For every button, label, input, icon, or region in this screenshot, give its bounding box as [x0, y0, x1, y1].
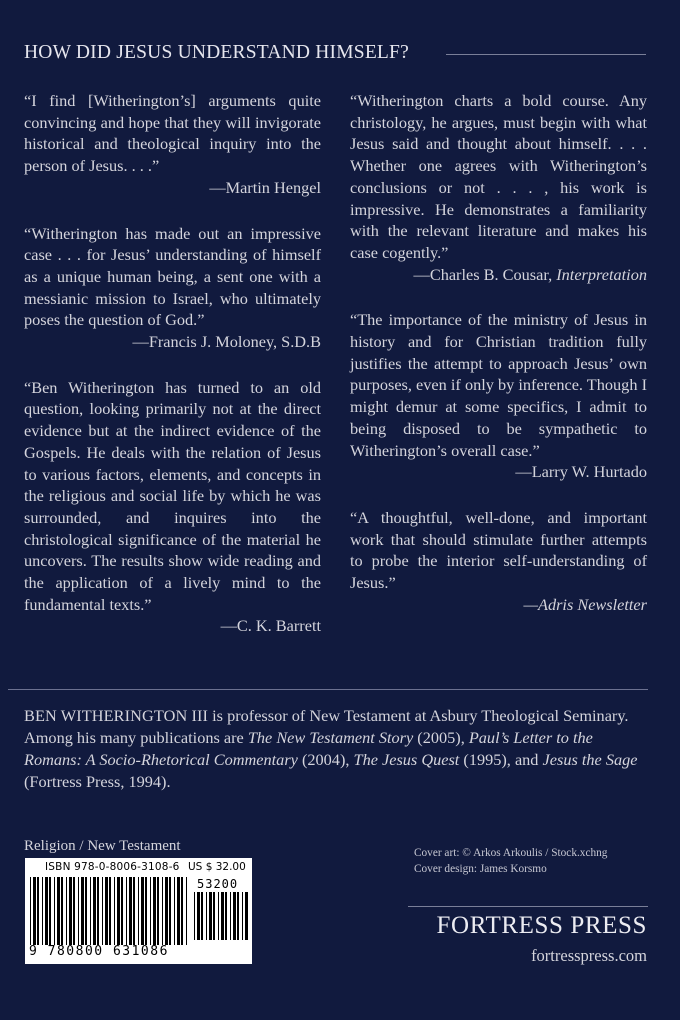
author-name: BEN WITHERINGTON III	[24, 706, 209, 725]
barcode-bars-icon	[28, 877, 190, 945]
attribution-name: —C. K. Barrett	[220, 616, 321, 636]
quote-attribution	[350, 461, 647, 483]
quote-attribution	[24, 177, 321, 199]
publisher-website: fortresspress.com	[531, 946, 647, 965]
right-column	[350, 90, 647, 639]
quote-attribution	[350, 264, 647, 286]
isbn-text: ISBN 978-0-8006-3108-6	[45, 861, 180, 873]
bio-text: is professor of New Testament at Asbury Theological Seminary. Among his many publications are	[24, 706, 629, 747]
publisher-name: FORTRESS PRESS	[436, 912, 647, 939]
attribution-source: Interpretation	[556, 264, 647, 284]
attribution-name: —Larry W. Hurtado	[515, 462, 647, 482]
price-text: US $ 32.00	[188, 861, 246, 873]
quote-attribution	[350, 594, 647, 616]
left-column	[24, 90, 321, 661]
attribution-name: —Francis J. Moloney, S.D.B	[132, 332, 321, 352]
quote-text: “Witherington has made out an impressive case . . . for Jesus’ understanding of himself as a unique human being, a sent one with a messianic mission to Israel, who ultimately poses the question of God.”	[24, 223, 321, 330]
barcode-digits: 9 780800 631086	[29, 944, 169, 959]
quote-text: “Ben Witherington has turned to an old question, looking primarily not at the direct evidence but at the indirect evidence of the Gospels. He deals with the relation of Jesus to various factors, elements, and concepts in the religious and social life by which he was surrounded, and inquires into the christological significance of the material he uncovers. The results show wide reading and the application of a lively mind to the fundamental texts.”	[24, 377, 321, 614]
attribution-name: —Charles B. Cousar,	[413, 264, 557, 284]
addon-number: 53200	[197, 877, 239, 891]
quote-text: “A thoughtful, well-done, and important work that should stimulate further attempts to probe the interior self-understanding of Jesus.”	[350, 507, 647, 593]
book-title: The New Testament Story	[247, 727, 414, 747]
heading-rule	[446, 54, 646, 55]
quote-text: “Witherington charts a bold course. Any christology, he argues, must begin with what Jesus said and thought about himself. . . . Whether one agrees with Witherington’s conclusions or not . . . , his work is impressive. He demonstrates a familiarity with the relevant literature and makes his case cogently.”	[350, 91, 647, 262]
cover-credits	[414, 845, 607, 877]
page-heading: HOW DID JESUS UNDERSTAND HIMSELF?	[24, 42, 409, 63]
book-title: Paul’s Letter to the Romans: A Socio-Rhetorical Commentary	[24, 727, 593, 769]
cover-design-credit: Cover design: James Korsmo	[414, 863, 547, 875]
bio-text: (1995), and	[459, 749, 543, 769]
author-bio	[24, 705, 648, 793]
quote-attribution	[24, 615, 321, 637]
book-title: The Jesus Quest	[353, 749, 460, 769]
barcode-addon-bars-icon	[192, 892, 248, 940]
quote-text: “The importance of the ministry of Jesus in history and for Christian tradition fully justifies the attempt to approach Jesus’ own purposes, even if only by inference. Though I might demur at some specifics, I admit to being disposed to be sympathetic to Witherington’s overall case.”	[350, 310, 647, 460]
publisher-rule	[408, 906, 648, 907]
book-title: Jesus the Sage	[542, 749, 638, 769]
attribution-source: —Adris Newsletter	[523, 594, 647, 614]
bio-text: (Fortress Press, 1994).	[24, 771, 171, 791]
isbn-barcode	[25, 858, 252, 964]
section-divider	[8, 689, 648, 690]
cover-art-credit: Cover art: © Arkos Arkoulis / Stock.xchng	[414, 847, 608, 859]
bio-text: (2005),	[413, 727, 469, 747]
category-label: Religion / New Testament	[24, 838, 181, 854]
quote-attribution	[24, 331, 321, 353]
bio-text: (2004),	[297, 749, 354, 769]
quote-text: “I find [Witherington’s] arguments quite convincing and hope that they will invigorate historical and theological inquiry into the person of Jesus. . . .”	[24, 91, 321, 176]
attribution-name: —Martin Hengel	[209, 177, 321, 197]
